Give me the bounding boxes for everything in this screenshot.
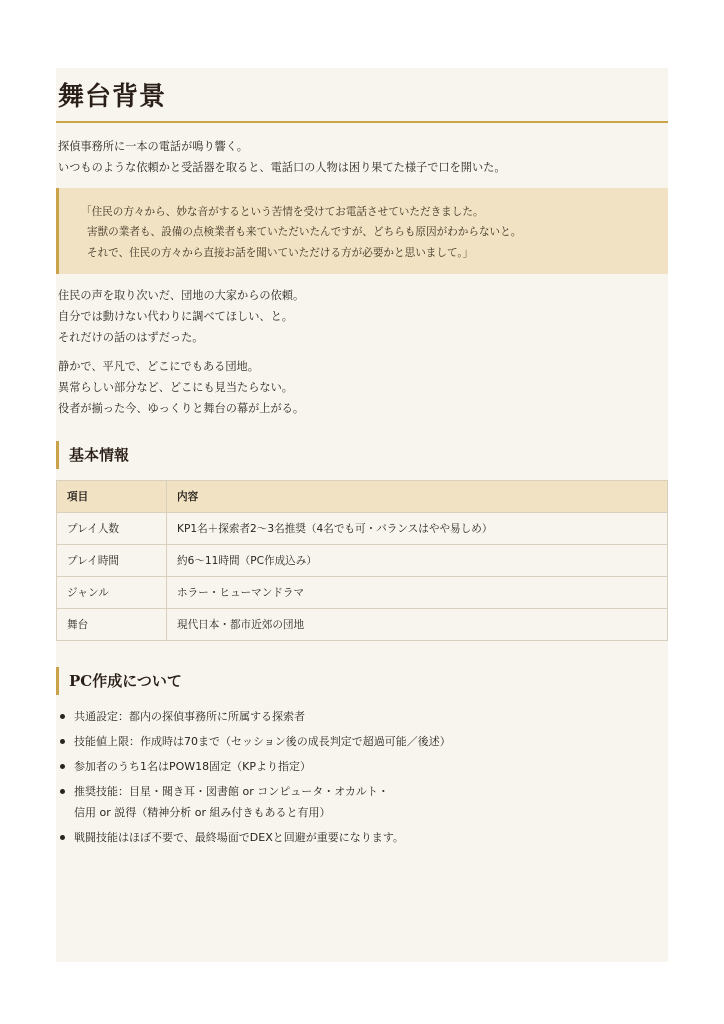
table-header-row [57, 481, 668, 513]
table-header-content: 内容 [167, 481, 668, 513]
table-row [57, 545, 668, 577]
para-line: 自分では動けない代わりに調べてほしい、と。 [58, 310, 293, 323]
table-cell-content: 約6〜11時間（PC作成込み） [167, 545, 668, 577]
bullet-icon [60, 739, 65, 744]
table-cell-item: ジャンル [57, 577, 167, 609]
list-item [56, 706, 668, 727]
pc-creation-list [56, 706, 668, 852]
list-item-text: 信用 or 説得（精神分析 or 組み付きもあると有用） [74, 806, 331, 819]
table-row [57, 577, 668, 609]
list-item-text: 戦闘技能はほぼ不要で、最終場面でDEXと回避が重要になります。 [74, 831, 404, 844]
document-page [56, 68, 668, 962]
table-cell-content: KP1名＋探索者2〜3名推奨（4名でも可・バランスはやや易しめ） [167, 513, 668, 545]
list-item-text: 共通設定：都内の探偵事務所に所属する探索者 [74, 710, 305, 723]
intro-paragraph [58, 136, 664, 178]
quote-line: 「住民の方々から、妙な音がするという苦情を受けてお電話させていただきました。 [81, 206, 484, 218]
title-divider [56, 121, 668, 123]
client-quote-block [56, 188, 668, 274]
list-item [56, 756, 668, 777]
bullet-icon [60, 714, 65, 719]
setting-paragraph [58, 356, 664, 419]
quote-line: それで、住民の方々から直接お話を聞いていただける方が必要かと思いまして。」 [87, 247, 474, 259]
para-line: 静かで、平凡で、どこにでもある団地。 [58, 360, 259, 373]
para-line: 住民の声を取り次いだ、団地の大家からの依頼。 [58, 289, 305, 302]
intro-line: いつものような依頼かと受話器を取ると、電話口の人物は困り果てた様子で口を開いた。 [58, 161, 506, 174]
basic-info-table [56, 480, 668, 641]
table-cell-item: プレイ人数 [57, 513, 167, 545]
table-row [57, 609, 668, 641]
para-line: 役者が揃った今、ゆっくりと舞台の幕が上がる。 [58, 402, 305, 415]
list-item-text: 技能値上限：作成時は70まで（セッション後の成長判定で超過可能／後述） [74, 735, 451, 748]
list-item [56, 731, 668, 752]
page-title: 舞台背景 [58, 82, 167, 112]
list-item [56, 781, 668, 823]
list-item [56, 827, 668, 848]
table-header-item: 項目 [57, 481, 167, 513]
bullet-icon [60, 789, 65, 794]
para-line: それだけの話のはずだった。 [58, 331, 204, 344]
table-cell-item: 舞台 [57, 609, 167, 641]
quote-line: 害獣の業者も、設備の点検業者も来ていただいたんですが、どちらも原因がわからないと。 [87, 226, 522, 238]
section-heading-pc-creation: PC作成について [56, 667, 356, 695]
table-cell-item: プレイ時間 [57, 545, 167, 577]
table-cell-content: 現代日本・都市近郊の団地 [167, 609, 668, 641]
bullet-icon [60, 764, 65, 769]
para-line: 異常らしい部分など、どこにも見当たらない。 [58, 381, 293, 394]
intro-line: 探偵事務所に一本の電話が鳴り響く。 [58, 140, 248, 153]
request-paragraph [58, 285, 664, 348]
table-cell-content: ホラー・ヒューマンドラマ [167, 577, 668, 609]
list-item-text: 参加者のうち1名はPOW18固定（KPより指定） [74, 760, 312, 773]
list-item-text: 推奨技能：目星・聞き耳・図書館 or コンピュータ・オカルト・ [74, 785, 389, 798]
section-heading-basic-info: 基本情報 [56, 441, 356, 469]
table-row [57, 513, 668, 545]
bullet-icon [60, 835, 65, 840]
